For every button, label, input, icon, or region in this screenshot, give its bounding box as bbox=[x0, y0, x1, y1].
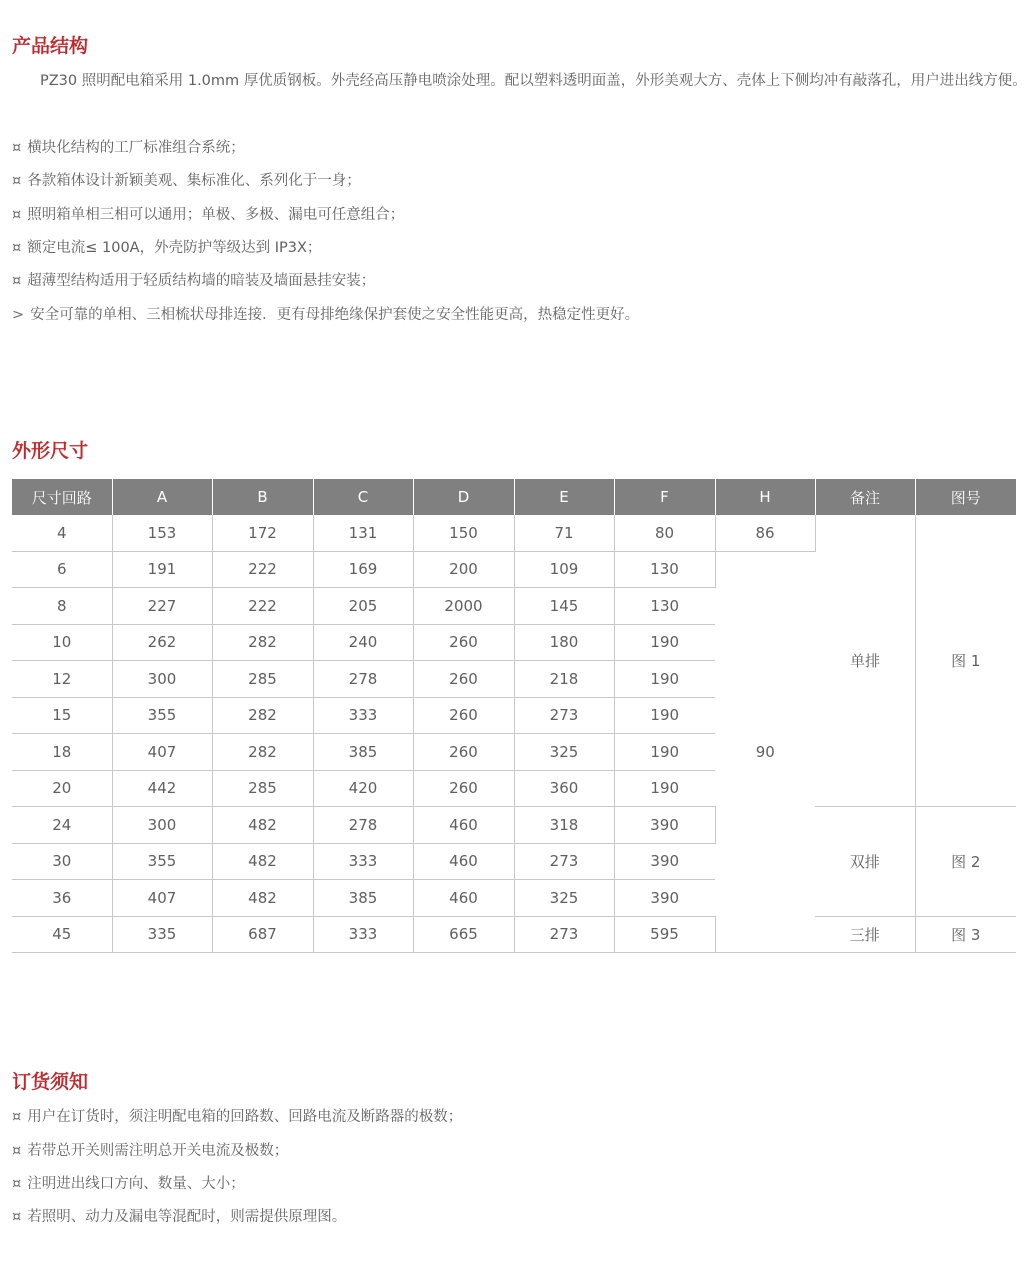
table-cell: 71 bbox=[514, 515, 614, 551]
table-cell: 460 bbox=[413, 807, 514, 844]
table-cell: 333 bbox=[313, 916, 413, 953]
table-cell: 687 bbox=[212, 916, 313, 953]
header-cell: E bbox=[514, 479, 614, 515]
header-cell: B bbox=[212, 479, 313, 515]
table-cell: 333 bbox=[313, 697, 413, 734]
table-cell: 300 bbox=[112, 807, 212, 844]
structure-intro-text: PZ30 照明配电箱采用 1.0mm 厚优质钢板。外壳经高压静电喷涂处理。配以塑料透明面盖，外形美观大方、壳体上下侧均冲有敲落孔，用户进出线方便。 bbox=[40, 73, 1027, 89]
table-cell: 190 bbox=[614, 770, 715, 807]
structure-intro bbox=[12, 65, 1034, 98]
ordering-title: 订货须知 bbox=[12, 1071, 89, 1093]
bullet-marker: ¤ bbox=[12, 1176, 22, 1192]
h-cell: 90 bbox=[715, 551, 815, 953]
table-cell: 460 bbox=[413, 843, 514, 880]
table-cell: 273 bbox=[514, 697, 614, 734]
structure-item-text: 超薄型结构适用于轻质结构墙的暗装及墙面悬挂安装； bbox=[27, 273, 376, 289]
header-cell: 图号 bbox=[915, 479, 1016, 515]
bullet-marker: ¤ bbox=[12, 1109, 22, 1125]
bullet-marker: ¤ bbox=[12, 140, 22, 156]
table-cell: 109 bbox=[514, 551, 614, 588]
table-cell: 227 bbox=[112, 588, 212, 625]
table-cell: 390 bbox=[614, 807, 715, 844]
bullet-marker: ¤ bbox=[12, 1143, 22, 1159]
table-cell: 222 bbox=[212, 588, 313, 625]
ordering-item-text: 用户在订货时，须注明配电箱的回路数、回路电流及断路器的极数； bbox=[27, 1109, 463, 1125]
ordering-item bbox=[12, 1174, 245, 1194]
header-cell: 备注 bbox=[815, 479, 915, 515]
structure-item-text: 安全可靠的单相、三相梳状母排连接．更有母排绝缘保护套使之安全性能更高，热稳定性更好。 bbox=[30, 307, 640, 323]
table-cell: 130 bbox=[614, 551, 715, 588]
dimensions-title: 外形尺寸 bbox=[12, 440, 89, 462]
table-cell: 665 bbox=[413, 916, 514, 953]
structure-item-text: 照明箱单相三相可以通用；单极、多极、漏电可任意组合； bbox=[27, 207, 405, 223]
bullet-marker: > bbox=[12, 307, 25, 323]
table-cell: 442 bbox=[112, 770, 212, 807]
table-cell: 355 bbox=[112, 697, 212, 734]
table-cell: 200 bbox=[413, 551, 514, 588]
header-cell: F bbox=[614, 479, 715, 515]
table-cell: 2000 bbox=[413, 588, 514, 625]
table-cell: 282 bbox=[212, 624, 313, 661]
table-cell: 335 bbox=[112, 916, 212, 953]
table-row bbox=[12, 916, 1016, 953]
table-cell: 260 bbox=[413, 734, 514, 771]
table-cell: 460 bbox=[413, 880, 514, 917]
structure-item bbox=[12, 205, 404, 225]
bullet-marker: ¤ bbox=[12, 240, 22, 256]
table-cell: 482 bbox=[212, 807, 313, 844]
table-cell: 355 bbox=[112, 843, 212, 880]
table-cell: 190 bbox=[614, 734, 715, 771]
table-cell: 300 bbox=[112, 661, 212, 698]
figure-cell: 图 3 bbox=[915, 916, 1016, 953]
table-cell: 45 bbox=[12, 916, 112, 953]
table-cell: 278 bbox=[313, 661, 413, 698]
structure-item bbox=[12, 305, 639, 325]
header-cell: D bbox=[413, 479, 514, 515]
table-cell: 390 bbox=[614, 880, 715, 917]
table-cell: 278 bbox=[313, 807, 413, 844]
ordering-item-text: 若带总开关则需注明总开关电流及极数； bbox=[27, 1143, 289, 1159]
structure-item-text: 额定电流≤ 100A，外壳防护等级达到 IP3X； bbox=[27, 240, 322, 256]
h-cell: 86 bbox=[715, 515, 815, 551]
table-cell: 385 bbox=[313, 734, 413, 771]
table-cell: 390 bbox=[614, 843, 715, 880]
table-cell: 4 bbox=[12, 515, 112, 551]
table-cell: 145 bbox=[514, 588, 614, 625]
table-cell: 20 bbox=[12, 770, 112, 807]
table-cell: 282 bbox=[212, 697, 313, 734]
header-cell: A bbox=[112, 479, 212, 515]
table-cell: 172 bbox=[212, 515, 313, 551]
table-cell: 285 bbox=[212, 661, 313, 698]
table-cell: 80 bbox=[614, 515, 715, 551]
structure-item-text: 横块化结构的工厂标准组合系统； bbox=[27, 140, 245, 156]
table-cell: 282 bbox=[212, 734, 313, 771]
table-cell: 205 bbox=[313, 588, 413, 625]
note-cell: 三排 bbox=[815, 916, 915, 953]
table-header-row bbox=[12, 479, 1016, 515]
table-cell: 222 bbox=[212, 551, 313, 588]
table-cell: 12 bbox=[12, 661, 112, 698]
table-cell: 407 bbox=[112, 734, 212, 771]
table-cell: 407 bbox=[112, 880, 212, 917]
structure-item bbox=[12, 138, 245, 158]
table-cell: 240 bbox=[313, 624, 413, 661]
table-cell: 10 bbox=[12, 624, 112, 661]
figure-cell: 图 1 bbox=[915, 515, 1016, 807]
structure-item-text: 各款箱体设计新颖美观、集标准化、系列化于一身； bbox=[27, 173, 361, 189]
table-cell: 30 bbox=[12, 843, 112, 880]
note-cell: 单排 bbox=[815, 515, 915, 807]
table-cell: 260 bbox=[413, 770, 514, 807]
table-cell: 190 bbox=[614, 697, 715, 734]
table-cell: 333 bbox=[313, 843, 413, 880]
table-cell: 262 bbox=[112, 624, 212, 661]
table-cell: 260 bbox=[413, 697, 514, 734]
table-row bbox=[12, 515, 1016, 551]
table-cell: 325 bbox=[514, 734, 614, 771]
header-cell: 尺寸回路 bbox=[12, 479, 112, 515]
table-cell: 131 bbox=[313, 515, 413, 551]
table-cell: 285 bbox=[212, 770, 313, 807]
ordering-item bbox=[12, 1207, 346, 1227]
ordering-item bbox=[12, 1107, 462, 1127]
figure-cell: 图 2 bbox=[915, 807, 1016, 917]
table-cell: 482 bbox=[212, 880, 313, 917]
ordering-item-text: 若照明、动力及漏电等混配时，则需提供原理图。 bbox=[27, 1209, 347, 1225]
table-cell: 260 bbox=[413, 661, 514, 698]
table-cell: 6 bbox=[12, 551, 112, 588]
table-row bbox=[12, 807, 1016, 844]
header-cell: C bbox=[313, 479, 413, 515]
table-cell: 595 bbox=[614, 916, 715, 953]
table-cell: 150 bbox=[413, 515, 514, 551]
bullet-marker: ¤ bbox=[12, 173, 22, 189]
table-cell: 218 bbox=[514, 661, 614, 698]
table-cell: 191 bbox=[112, 551, 212, 588]
table-cell: 190 bbox=[614, 661, 715, 698]
structure-item bbox=[12, 271, 375, 291]
table-cell: 36 bbox=[12, 880, 112, 917]
bullet-marker: ¤ bbox=[12, 1209, 22, 1225]
table-cell: 130 bbox=[614, 588, 715, 625]
table-cell: 190 bbox=[614, 624, 715, 661]
table-cell: 260 bbox=[413, 624, 514, 661]
bullet-marker: ¤ bbox=[12, 273, 22, 289]
table-cell: 318 bbox=[514, 807, 614, 844]
table-cell: 24 bbox=[12, 807, 112, 844]
structure-item bbox=[12, 171, 361, 191]
table-cell: 482 bbox=[212, 843, 313, 880]
dimensions-table bbox=[12, 479, 1016, 953]
table-cell: 420 bbox=[313, 770, 413, 807]
header-cell: H bbox=[715, 479, 815, 515]
table-cell: 8 bbox=[12, 588, 112, 625]
table-cell: 385 bbox=[313, 880, 413, 917]
ordering-item bbox=[12, 1141, 288, 1161]
table-cell: 169 bbox=[313, 551, 413, 588]
table-cell: 153 bbox=[112, 515, 212, 551]
table-cell: 325 bbox=[514, 880, 614, 917]
structure-title: 产品结构 bbox=[12, 35, 89, 57]
table-cell: 180 bbox=[514, 624, 614, 661]
structure-item bbox=[12, 238, 321, 258]
table-cell: 360 bbox=[514, 770, 614, 807]
note-cell: 双排 bbox=[815, 807, 915, 917]
ordering-item-text: 注明进出线口方向、数量、大小； bbox=[27, 1176, 245, 1192]
table-cell: 18 bbox=[12, 734, 112, 771]
bullet-marker: ¤ bbox=[12, 207, 22, 223]
table-cell: 15 bbox=[12, 697, 112, 734]
table-cell: 273 bbox=[514, 916, 614, 953]
table-cell: 273 bbox=[514, 843, 614, 880]
